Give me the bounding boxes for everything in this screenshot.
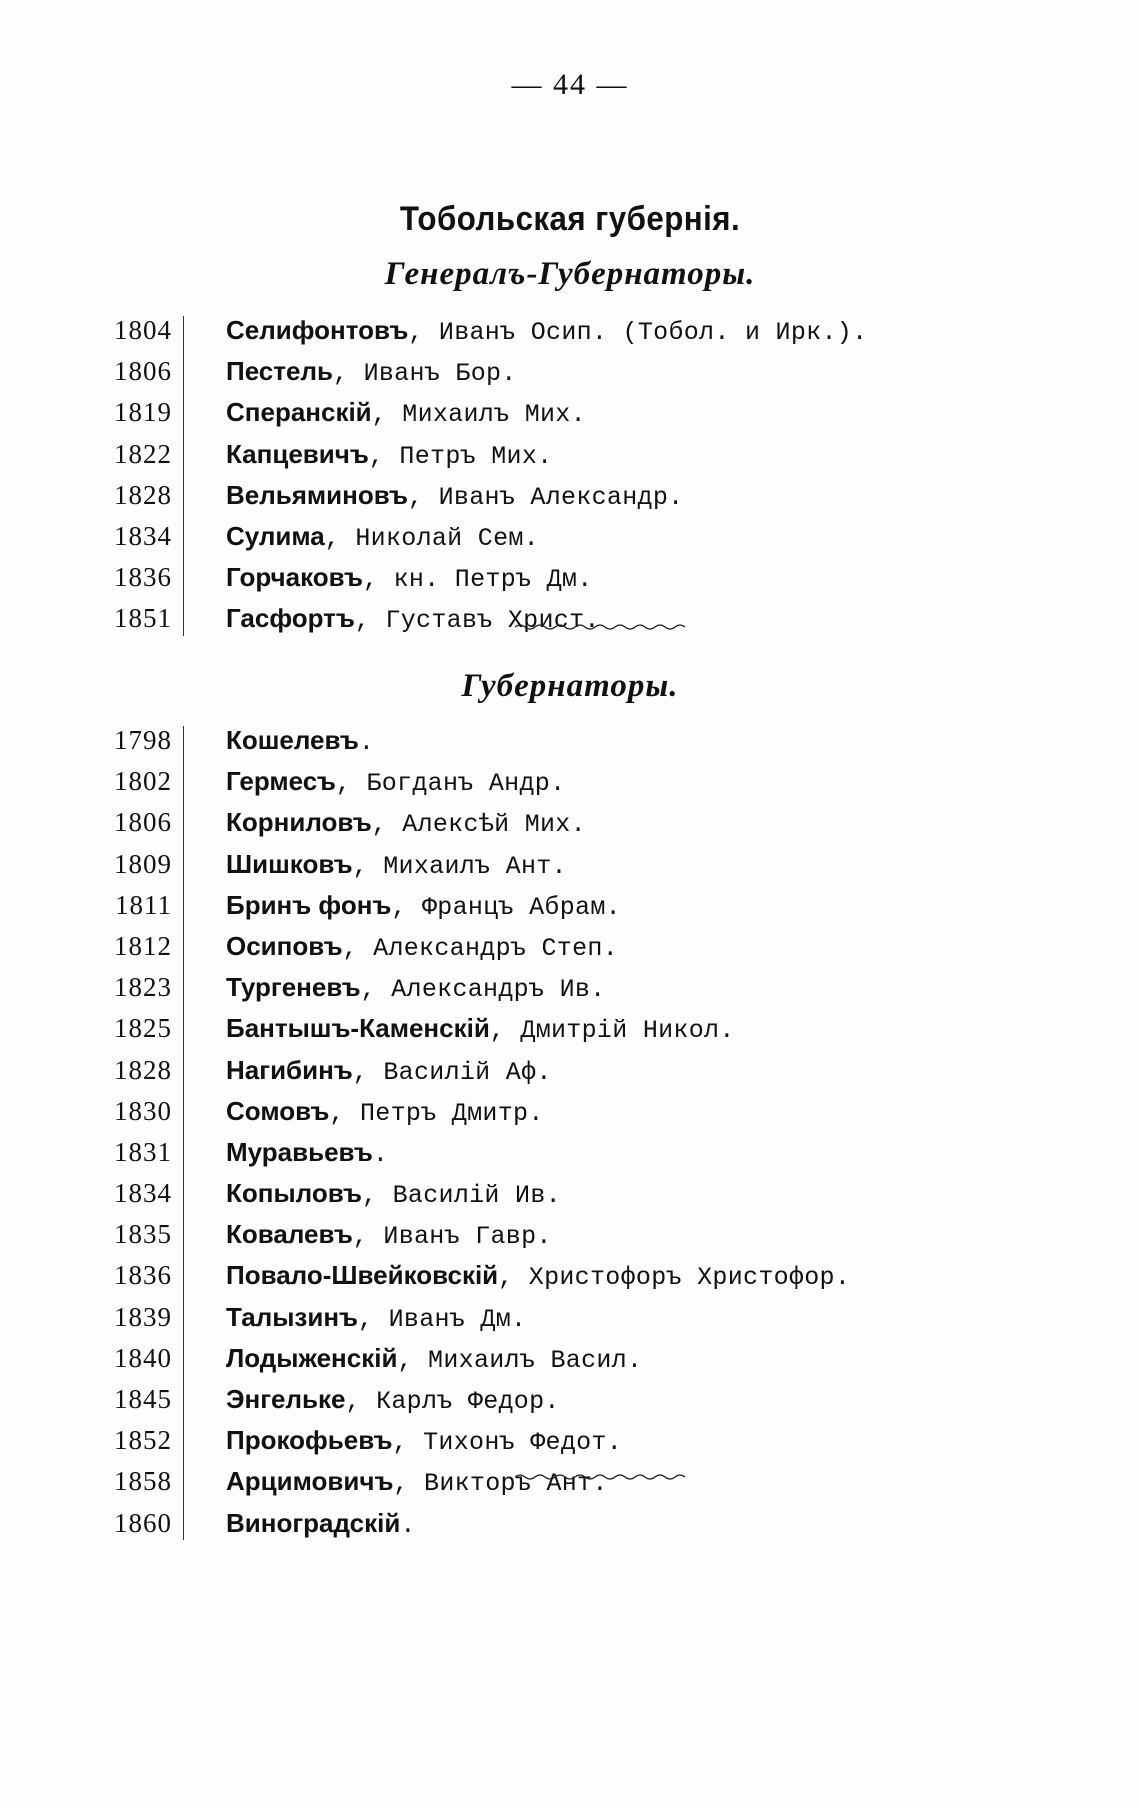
entry-given-names: .	[358, 728, 375, 757]
entry-given-names: , Петръ Дмитр.	[329, 1098, 544, 1128]
wavy-divider	[515, 1472, 685, 1482]
entry-given-names: , Александръ Ив.	[360, 975, 606, 1005]
entry-row	[0, 392, 1140, 433]
entry-surname: Горчаковъ	[226, 562, 363, 593]
entry-name	[226, 885, 621, 928]
entry-row	[0, 1379, 1140, 1420]
entry-name	[226, 598, 600, 641]
entry-name	[226, 475, 683, 518]
entry-surname: Арцимовичъ	[226, 1466, 394, 1497]
entry-year: 1828	[114, 1054, 172, 1085]
entry-year: 1845	[114, 1384, 172, 1414]
entry-given-names: , Николай Сем.	[324, 523, 539, 553]
entry-row	[0, 434, 1140, 475]
entry-given-names: , Иванъ Дм.	[357, 1304, 527, 1334]
entry-surname: Талызинъ	[226, 1301, 358, 1332]
entry-surname: Сулима	[226, 520, 325, 551]
entry-year: 1858	[114, 1466, 172, 1497]
column-rule	[183, 316, 184, 636]
entry-year: 1806	[114, 807, 172, 838]
entry-name	[226, 392, 586, 435]
entry-row	[0, 926, 1140, 967]
entry-name	[226, 967, 605, 1010]
entry-surname: Корниловъ	[226, 807, 372, 838]
entry-surname: Пестель	[226, 356, 333, 387]
entry-given-names: , Иванъ Александр.	[408, 482, 684, 512]
entry-year: 1823	[114, 972, 172, 1003]
entry-surname: Ковалевъ	[226, 1219, 353, 1250]
entry-name	[226, 310, 867, 353]
entry-row	[0, 1008, 1140, 1049]
entry-surname: Вельяминовъ	[226, 479, 408, 510]
entry-surname: Тургеневъ	[226, 972, 361, 1003]
entry-name	[226, 1132, 388, 1175]
entry-given-names: , Дмитрій Никол.	[489, 1016, 735, 1046]
entry-row	[0, 598, 1140, 639]
entry-given-names: , Иванъ Гавр.	[352, 1222, 552, 1252]
entry-given-names: , Викторъ Ант.	[393, 1469, 608, 1499]
entry-surname: Осиповъ	[226, 930, 343, 961]
entry-year: 1825	[114, 1013, 172, 1044]
entry-year: 1804	[114, 315, 172, 345]
governors-general-list	[0, 310, 1140, 640]
entry-given-names: .	[372, 1139, 389, 1169]
entry-surname: Копыловъ	[226, 1178, 363, 1209]
entry-year: 1840	[114, 1342, 172, 1373]
entry-surname: Селифонтовъ	[226, 315, 409, 345]
entry-year: 1839	[114, 1301, 172, 1332]
entry-given-names: , Иванъ Бор.	[332, 359, 517, 389]
entry-name	[226, 761, 565, 804]
entry-name	[226, 434, 552, 477]
entry-surname: Нагибинъ	[226, 1054, 353, 1085]
entry-year: 1819	[114, 397, 172, 428]
entry-name	[226, 557, 593, 600]
entry-surname: Сомовъ	[226, 1095, 330, 1126]
entry-year: 1835	[114, 1219, 172, 1250]
entry-year: 1852	[114, 1425, 172, 1456]
entry-surname: Гермесъ	[226, 766, 336, 797]
entry-given-names: , Иванъ Осип. (Тобол. и Ирк.).	[408, 318, 868, 347]
entry-row	[0, 1091, 1140, 1132]
entry-name	[226, 1338, 642, 1381]
entry-given-names: , Михаилъ Ант.	[352, 851, 567, 881]
entry-given-names: , Богданъ Андр.	[335, 769, 566, 799]
entry-year: 1809	[114, 848, 172, 879]
entry-given-names: , Тихонъ Федот.	[392, 1428, 623, 1458]
entry-given-names: , Василій Ив.	[362, 1181, 561, 1211]
entry-year: 1806	[114, 356, 172, 387]
governors-list	[0, 720, 1140, 1544]
entry-row	[0, 967, 1140, 1008]
entry-name	[226, 1461, 608, 1504]
entry-name	[226, 802, 586, 845]
entry-year: 1828	[114, 479, 172, 510]
entry-name	[226, 1050, 552, 1093]
entry-name	[226, 1008, 735, 1051]
entry-year: 1834	[114, 520, 172, 551]
entry-surname: Энгельке	[226, 1384, 346, 1414]
entry-year: 1831	[114, 1136, 172, 1167]
entry-given-names: , Карлъ Федор.	[345, 1387, 560, 1416]
entry-row	[0, 802, 1140, 843]
entry-given-names: , кн. Петръ Дм.	[362, 565, 593, 595]
entry-year: 1836	[114, 1260, 172, 1291]
entry-surname: Лодыженскій	[226, 1342, 398, 1373]
entry-row	[0, 1338, 1140, 1379]
entry-row	[0, 475, 1140, 516]
entry-surname: Бринъ фонъ	[226, 889, 392, 920]
entry-row	[0, 310, 1140, 351]
entry-given-names: , Христофоръ Христофор.	[498, 1263, 851, 1293]
entry-surname: Виноградскій	[226, 1507, 401, 1538]
entry-row	[0, 720, 1140, 761]
entry-year: 1836	[114, 562, 172, 593]
entry-surname: Гасфортъ	[226, 603, 355, 634]
entry-row	[0, 885, 1140, 926]
entry-row	[0, 1255, 1140, 1296]
entry-row	[0, 351, 1140, 392]
entry-surname: Бантышъ-Каменскій	[226, 1013, 490, 1044]
entry-name	[226, 1420, 622, 1463]
entry-name	[226, 1173, 561, 1216]
entry-row	[0, 761, 1140, 802]
entry-name	[226, 720, 374, 763]
entry-year: 1851	[114, 603, 172, 634]
entry-name	[226, 844, 567, 887]
entry-surname: Сперанскій	[226, 397, 372, 428]
page-number: — 44 —	[511, 68, 629, 101]
entry-name	[226, 1503, 416, 1546]
entry-year: 1811	[115, 889, 172, 920]
entry-year: 1822	[114, 438, 172, 469]
entry-surname: Капцевичъ	[226, 438, 369, 469]
wavy-divider	[515, 622, 685, 632]
entry-row	[0, 1420, 1140, 1461]
entry-surname: Шишковъ	[226, 848, 353, 879]
entry-name	[226, 1214, 552, 1257]
entry-row	[0, 1050, 1140, 1091]
entry-given-names: , Михаилъ Мих.	[371, 400, 586, 430]
entry-row	[0, 1132, 1140, 1173]
entry-given-names: , Александръ Степ.	[342, 933, 618, 963]
entry-name	[226, 516, 539, 559]
entry-year: 1812	[114, 930, 172, 961]
entry-name	[226, 1091, 544, 1134]
entry-row	[0, 1214, 1140, 1255]
entry-given-names: , Михаилъ Васил.	[397, 1345, 643, 1375]
entry-name	[226, 1379, 560, 1422]
page-title: Тобольская губернія.	[399, 200, 741, 238]
entry-surname: Прокофьевъ	[226, 1425, 393, 1456]
entry-surname: Кошелевъ	[226, 725, 359, 755]
entry-year: 1834	[114, 1178, 172, 1209]
entry-row	[0, 557, 1140, 598]
entry-given-names: , Василій Аф.	[352, 1057, 552, 1087]
entry-year: 1798	[114, 725, 172, 755]
entry-given-names: , Петръ Мих.	[368, 441, 553, 471]
entry-name	[226, 1255, 850, 1298]
entry-name	[226, 1297, 526, 1340]
entry-year: 1860	[114, 1507, 172, 1538]
entry-row	[0, 844, 1140, 885]
section-heading-governors: Губернаторы.	[461, 668, 679, 704]
entry-row	[0, 1503, 1140, 1544]
entry-surname: Повало-Швейковскій	[226, 1260, 499, 1291]
entry-given-names: .	[400, 1510, 416, 1540]
entry-name	[226, 926, 618, 969]
entry-year: 1830	[114, 1095, 172, 1126]
entry-given-names: , Густавъ Христ.	[354, 606, 600, 636]
entry-given-names: , Алексѣй Мих.	[371, 810, 586, 840]
entry-name	[226, 351, 517, 394]
entry-row	[0, 1297, 1140, 1338]
entry-given-names: , Францъ Абрам.	[391, 892, 621, 922]
entry-surname: Муравьевъ	[226, 1136, 373, 1167]
column-rule	[183, 726, 184, 1540]
section-heading-governors-general: Генералъ-Губернаторы.	[384, 256, 756, 292]
entry-year: 1802	[114, 766, 172, 797]
entry-row	[0, 1173, 1140, 1214]
entry-row	[0, 516, 1140, 557]
